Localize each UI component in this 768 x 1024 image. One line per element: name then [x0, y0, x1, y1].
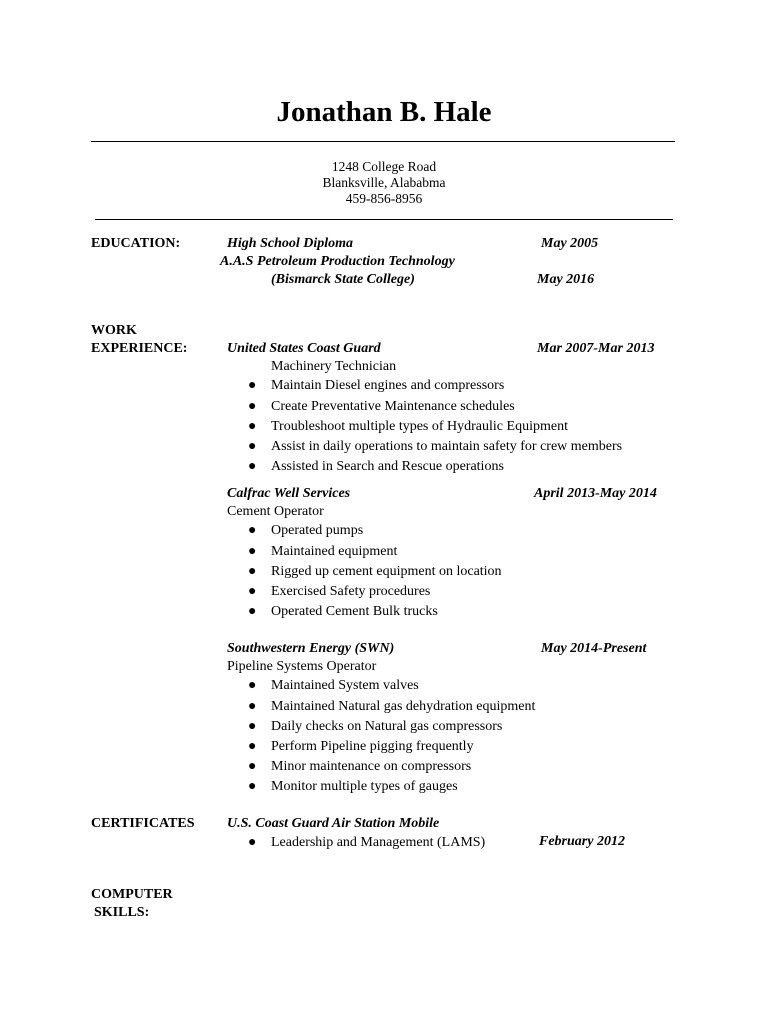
list-item-text: Minor maintenance on compressors — [271, 759, 472, 774]
list-item-text: Monitor multiple types of gauges — [271, 779, 458, 794]
list-item — [248, 778, 458, 796]
list-item — [248, 603, 438, 621]
education-degree-date: May 2016 — [537, 272, 595, 287]
list-item — [248, 583, 430, 601]
list-item-text: Assisted in Search and Rescue operations — [271, 459, 504, 474]
list-item — [248, 438, 622, 456]
bullet-icon: ● — [248, 378, 257, 393]
list-item — [248, 738, 474, 756]
list-item-text: Maintained Natural gas dehydration equipment — [271, 699, 536, 714]
certificate-date: February 2012 — [539, 834, 625, 849]
bullet-icon: ● — [248, 759, 257, 774]
education-diploma: High School Diploma — [227, 236, 354, 251]
address-line-2: Blanksville, Alababma — [322, 175, 446, 190]
bullet-icon: ● — [248, 439, 257, 454]
list-item-text: Perform Pipeline pigging frequently — [271, 739, 474, 754]
list-item — [248, 718, 502, 736]
list-item-text: Troubleshoot multiple types of Hydraulic Equipment — [271, 419, 568, 434]
list-item — [248, 758, 471, 776]
work-heading-line-2: EXPERIENCE: — [91, 341, 188, 356]
bullet-icon: ● — [248, 699, 257, 714]
list-item — [248, 677, 419, 695]
list-item-text: Daily checks on Natural gas compressors — [271, 719, 503, 734]
list-item — [248, 398, 515, 416]
bullet-icon: ● — [248, 459, 257, 474]
list-item-text: Create Preventative Maintenance schedules — [271, 399, 515, 414]
certificate-issuer: U.S. Coast Guard Air Station Mobile — [227, 816, 440, 831]
list-item — [248, 458, 504, 476]
job-title: Machinery Technician — [271, 359, 397, 374]
list-item-text: Rigged up cement equipment on location — [271, 564, 502, 579]
list-item-text: Maintained equipment — [271, 544, 398, 559]
bullet-icon: ● — [248, 544, 257, 559]
job-employer: Southwestern Energy (SWN) — [227, 641, 395, 656]
job-dates: Mar 2007-Mar 2013 — [537, 341, 655, 356]
address-line-1: 1248 College Road — [331, 159, 437, 174]
bullet-icon: ● — [248, 523, 257, 538]
list-item-text: Operated pumps — [271, 523, 364, 538]
education-college: (Bismarck State College) — [271, 272, 415, 287]
phone-number: 459-856-8956 — [345, 191, 423, 206]
list-item-text: Operated Cement Bulk trucks — [271, 604, 438, 619]
resume-name: Jonathan B. Hale — [276, 96, 492, 128]
bullet-icon: ● — [248, 399, 257, 414]
job-employer: Calfrac Well Services — [227, 486, 351, 501]
job-title: Cement Operator — [227, 504, 324, 519]
list-item — [248, 543, 397, 561]
job-employer: United States Coast Guard — [227, 341, 381, 356]
list-item-text: Exercised Safety procedures — [271, 584, 431, 599]
bullet-icon: ● — [248, 719, 257, 734]
list-item — [248, 834, 485, 852]
education-degree: A.A.S Petroleum Production Technology — [220, 254, 455, 269]
certificates-heading: CERTIFICATES — [91, 816, 195, 831]
list-item — [248, 377, 504, 395]
computer-skills-heading-line-1: COMPUTER — [91, 887, 173, 902]
list-item — [248, 563, 502, 581]
work-heading-line-1: WORK — [91, 323, 137, 338]
bullet-icon: ● — [248, 564, 257, 579]
job-title: Pipeline Systems Operator — [227, 659, 377, 674]
bullet-icon: ● — [248, 835, 257, 850]
education-diploma-date: May 2005 — [541, 236, 599, 251]
list-item-text: Maintain Diesel engines and compressors — [271, 378, 505, 393]
bullet-icon: ● — [248, 678, 257, 693]
list-item — [248, 418, 568, 436]
list-item-text: Maintained System valves — [271, 678, 419, 693]
job-dates: April 2013-May 2014 — [534, 486, 657, 501]
bullet-icon: ● — [248, 779, 257, 794]
header-divider-bottom — [95, 219, 673, 220]
education-heading: EDUCATION: — [91, 236, 181, 251]
header-divider-top — [91, 141, 675, 142]
list-item — [248, 522, 363, 540]
bullet-icon: ● — [248, 584, 257, 599]
list-item-text: Assist in daily operations to maintain safety for crew members — [271, 439, 623, 454]
certificate-item: Leadership and Management (LAMS) — [271, 835, 486, 850]
bullet-icon: ● — [248, 419, 257, 434]
bullet-icon: ● — [248, 739, 257, 754]
list-item — [248, 698, 535, 716]
bullet-icon: ● — [248, 604, 257, 619]
computer-skills-heading-line-2: SKILLS: — [94, 905, 150, 920]
job-dates: May 2014-Present — [541, 641, 647, 656]
